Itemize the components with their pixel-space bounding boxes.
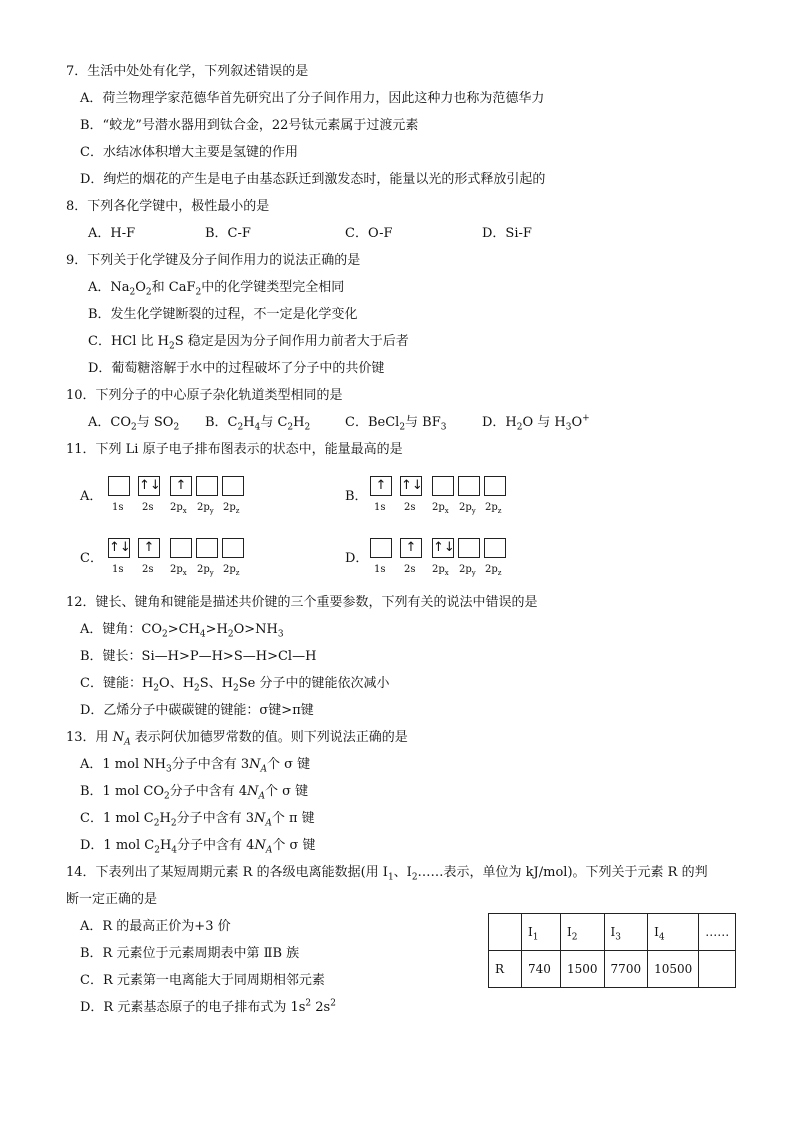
orbital-label: 2s	[404, 564, 416, 575]
orbital-label: $2p_x$	[170, 502, 187, 515]
orbital-label: 2s	[404, 502, 416, 513]
orbital-label: 1s	[374, 564, 386, 575]
orbital-label: 1s	[374, 502, 386, 513]
question-12-stem: 12．键长、键角和键能是描述共价键的三个重要参数，下列有关的说法中错误的是	[66, 595, 538, 610]
orbital-label: $2p_x$	[432, 564, 449, 577]
table-row-label: R	[489, 951, 522, 988]
table-header-row	[489, 914, 736, 951]
question-8-stem: 8．下列各化学键中，极性最小的是	[66, 199, 270, 214]
question-9-stem: 9．下列关于化学键及分子间作用力的说法正确的是	[66, 253, 361, 268]
question-13-stem: 13．用 $N_A$ 表示阿伏加德罗常数的值。则下列说法正确的是	[66, 730, 408, 748]
orbital-label: 2s	[142, 564, 154, 575]
orbital-label: $2p_y$	[459, 564, 476, 577]
orbital-box: ↑↓	[400, 476, 422, 496]
question-11-option-b-label: B．	[345, 489, 368, 504]
orbital-box: ↑↓	[108, 538, 130, 558]
question-11-option-d-label: D．	[345, 551, 369, 566]
orbital-box: ↑↓	[138, 476, 160, 496]
question-14-option-c: C．R 元素第一电离能大于同周期相邻元素	[80, 973, 325, 988]
question-7-option-a: A．荷兰物理学家范德华首先研究出了分子间作用力，因此这种力也称为范德华力	[80, 91, 545, 106]
question-8-option-d: D．Si-F	[482, 226, 532, 241]
orbital-box	[196, 538, 218, 558]
question-12-option-a: A．键角：$CO_2>CH_4>H_2O>NH_3$	[80, 622, 284, 640]
table-header-cell: $I_2$	[561, 914, 605, 951]
question-9-option-d: D．葡萄糖溶解于水中的过程破坏了分子中的共价键	[88, 361, 385, 376]
question-10-option-a: A．$CO_2$与 $SO_2$	[88, 415, 180, 433]
question-7-option-c: C．水结冰体积增大主要是氢键的作用	[80, 145, 298, 160]
orbital-label: $2p_y$	[197, 502, 214, 515]
orbital-label: $2p_z$	[485, 564, 502, 577]
question-12-option-c: C．键能：$H_2O$、$H_2S$、$H_2Se$ 分子中的键能依次减小	[80, 676, 390, 694]
question-11-option-c-label: C．	[80, 551, 103, 566]
orbital-label: $2p_z$	[485, 502, 502, 515]
question-9-option-b: B．发生化学键断裂的过程，不一定是化学变化	[88, 307, 358, 322]
question-7-option-b: B．“蛟龙”号潜水器用到钛合金，22号钛元素属于过渡元素	[80, 118, 419, 133]
table-cell: 10500	[648, 951, 699, 988]
table-cell: 1500	[561, 951, 605, 988]
question-14-option-a: A．R 的最高正价为+3 价	[80, 919, 231, 934]
orbital-box: ↑	[400, 538, 422, 558]
table-header-cell: $I_3$	[604, 914, 648, 951]
ionization-energy-table	[488, 913, 736, 988]
table-header-cell: $I_4$	[648, 914, 699, 951]
orbital-box: ↑	[370, 476, 392, 496]
orbital-box	[432, 476, 454, 496]
question-14-stem-line2: 断一定正确的是	[66, 892, 158, 907]
orbital-box: ↑	[138, 538, 160, 558]
orbital-label: $2p_z$	[223, 564, 240, 577]
question-8-option-b: B．C-F	[205, 226, 251, 241]
question-8-option-c: C．O-F	[345, 226, 393, 241]
question-11-stem: 11．下列 Li 原子电子排布图表示的状态中，能量最高的是	[66, 442, 403, 457]
table-row	[489, 951, 736, 988]
question-10-stem: 10．下列分子的中心原子杂化轨道类型相同的是	[66, 388, 343, 403]
orbital-box	[370, 538, 392, 558]
question-9-option-c: C．HCl 比 $H_2S$ 稳定是因为分子间作用力前者大于后者	[88, 334, 409, 352]
question-12-option-d: D．乙烯分子中碳碳键的键能：σ键>π键	[80, 703, 314, 718]
table-header-cell	[489, 914, 522, 951]
orbital-box: ↑↓	[432, 538, 454, 558]
orbital-box	[458, 476, 480, 496]
orbital-box	[222, 476, 244, 496]
orbital-label: $2p_x$	[170, 564, 187, 577]
question-11-option-a-label: A．	[80, 489, 103, 504]
question-9-option-a: A．$Na_2O_2$和 CaF$_2$中的化学键类型完全相同	[88, 280, 345, 298]
orbital-box	[196, 476, 218, 496]
table-header-cell: $I_1$	[522, 914, 561, 951]
question-13-option-a: A．1 mol $NH_3$分子中含有 $3N_A$个 σ 键	[80, 757, 311, 775]
orbital-label: 1s	[112, 564, 124, 575]
question-14-option-d: D．R 元素基态原子的电子排布式为 $1s^2$ $2s^2$	[80, 998, 336, 1015]
orbital-box	[108, 476, 130, 496]
table-cell: 7700	[604, 951, 648, 988]
question-10-option-b: B．$C_2H_4$与 $C_2H_2$	[205, 415, 311, 433]
question-8-option-a: A．H-F	[88, 226, 136, 241]
question-14-option-b: B．R 元素位于元素周期表中第 ⅡB 族	[80, 946, 300, 961]
orbital-label: 1s	[112, 502, 124, 513]
table-cell	[699, 951, 736, 988]
question-7-stem: 7．生活中处处有化学，下列叙述错误的是	[66, 64, 309, 79]
question-13-option-c: C．1 mol $C_2H_2$分子中含有 $3N_A$个 π 键	[80, 811, 315, 829]
orbital-box	[484, 538, 506, 558]
orbital-label: $2p_y$	[459, 502, 476, 515]
orbital-box	[458, 538, 480, 558]
orbital-box: ↑	[170, 476, 192, 496]
orbital-label: $2p_x$	[432, 502, 449, 515]
table-header-cell: ……	[699, 914, 736, 951]
question-13-option-d: D．1 mol $C_2H_4$分子中含有 $4N_A$个 σ 键	[80, 838, 316, 856]
question-7-option-d: D．绚烂的烟花的产生是电子由基态跃迁到激发态时，能量以光的形式释放引起的	[80, 172, 546, 187]
question-10-option-d: D．$H_2O$ 与 $H_3O^+$	[482, 413, 590, 433]
question-13-option-b: B．1 mol $CO_2$分子中含有 $4N_A$个 σ 键	[80, 784, 309, 802]
orbital-box	[170, 538, 192, 558]
question-12-option-b: B．键长：Si—H>P—H>S—H>Cl—H	[80, 649, 317, 664]
orbital-label: 2s	[142, 502, 154, 513]
table-cell: 740	[522, 951, 561, 988]
orbital-box	[484, 476, 506, 496]
question-10-option-c: C．BeCl$_2$与 $BF_3$	[345, 415, 447, 433]
orbital-label: $2p_z$	[223, 502, 240, 515]
orbital-label: $2p_y$	[197, 564, 214, 577]
question-14-stem: 14．下表列出了某短周期元素 R 的各级电离能数据(用 $I_1$、$I_2\dots\dots$表示，单位为 kJ/mol)。下列关于元素 R 的判	[66, 865, 708, 883]
orbital-box	[222, 538, 244, 558]
